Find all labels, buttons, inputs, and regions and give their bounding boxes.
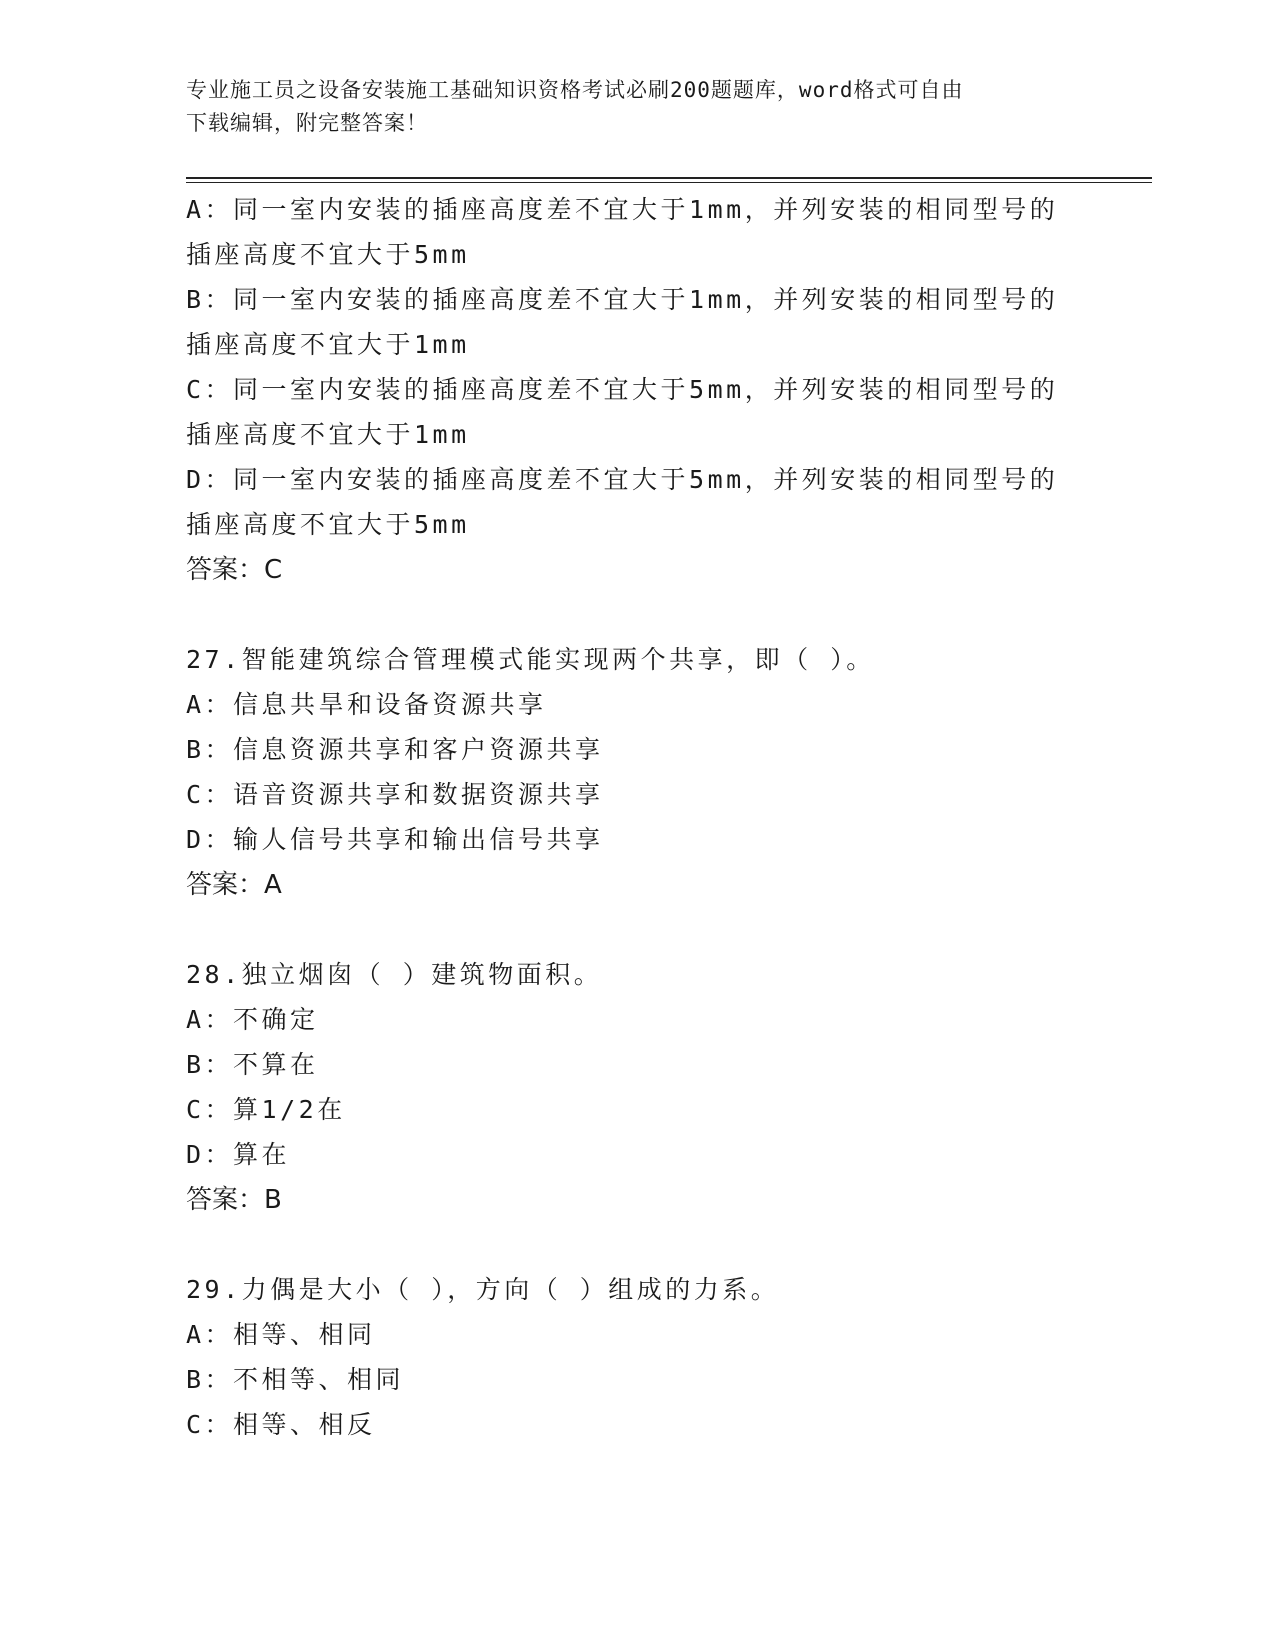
title-line-2: 下载编辑，附完整答案！ [186,111,428,135]
option-c: C：语音资源共享和数据资源共享 [186,780,604,809]
option-c-line-1: C：同一室内安装的插座高度差不宜大于5mm，并列安装的相同型号的 [186,375,1059,404]
header-rule-thick [186,177,1152,179]
option-b-line-1: B：同一室内安装的插座高度差不宜大于1mm，并列安装的相同型号的 [186,285,1059,314]
option-a: A：不确定 [186,1005,319,1034]
answer-27: 答案：A [186,870,282,900]
option-b: B：不相等、相同 [186,1365,405,1394]
option-a: A：相等、相同 [186,1320,376,1349]
option-b: B：信息资源共享和客户资源共享 [186,735,604,764]
header-rule-thin [186,182,1152,183]
option-d-line-2: 插座高度不宜大于5mm [186,510,470,539]
question-stem: 27.智能建筑综合管理模式能实现两个共享，即（ ）。 [186,645,875,674]
option-d-line-1: D：同一室内安装的插座高度差不宜大于5mm，并列安装的相同型号的 [186,465,1059,494]
option-b-line-2: 插座高度不宜大于1mm [186,330,470,359]
option-a-line-2: 插座高度不宜大于5mm [186,240,470,269]
option-c: C：算1/2在 [186,1095,346,1124]
option-d: D：输人信号共享和输出信号共享 [186,825,604,854]
document-title [186,74,1086,140]
option-b: B：不算在 [186,1050,319,1079]
question-stem: 28.独立烟囱（ ）建筑物面积。 [186,960,603,989]
option-c-line-2: 插座高度不宜大于1mm [186,420,470,449]
answer-28: 答案：B [186,1185,282,1215]
question-stem: 29.力偶是大小（ ），方向（ ）组成的力系。 [186,1275,780,1304]
title-line-1: 专业施工员之设备安装施工基础知识资格考试必刷200题题库，word格式可自由 [186,78,964,102]
option-a-line-1: A：同一室内安装的插座高度差不宜大于1mm，并列安装的相同型号的 [186,195,1059,224]
option-d: D：算在 [186,1140,291,1169]
option-c: C：相等、相反 [186,1410,376,1439]
option-a: A：信息共旱和设备资源共享 [186,690,547,719]
answer-26: 答案：C [186,555,283,585]
